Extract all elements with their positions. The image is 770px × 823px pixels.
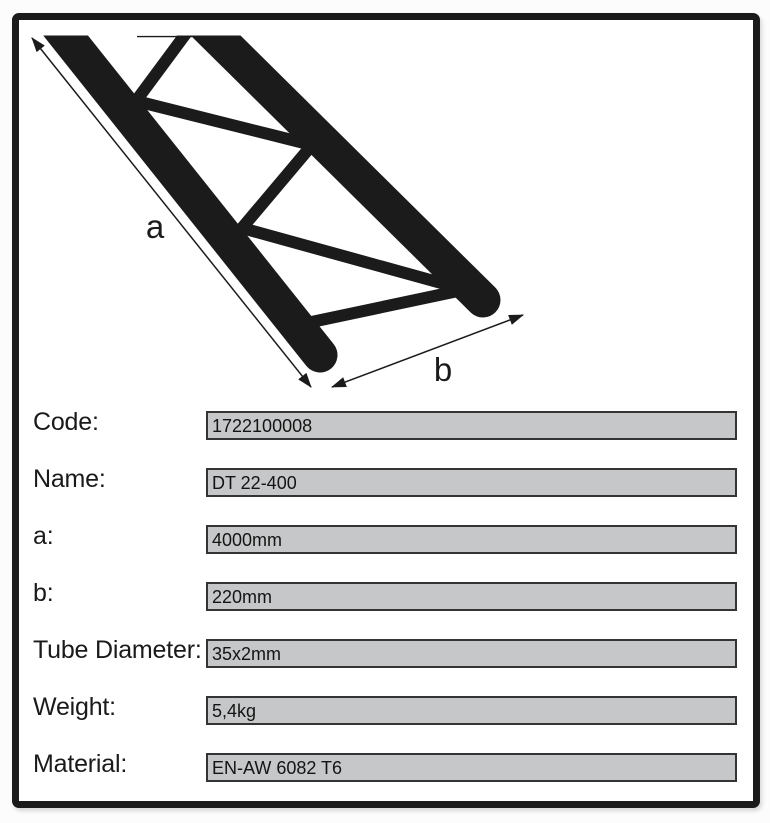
field-value: DT 22-400 [212,473,297,493]
field-value: 220mm [212,587,273,607]
field-row-tube-diameter [0,636,770,668]
field-label: Name: [33,465,106,493]
field-value-box [206,525,737,554]
field-value-box [206,468,737,497]
field-label: b: [33,579,54,607]
field-value: 4000mm [212,530,283,550]
field-row-b [0,579,770,611]
field-value-box [206,753,737,782]
field-row-a [0,522,770,554]
dimension-label-a: a [145,208,165,245]
field-value-box [206,639,737,668]
field-row-weight [0,693,770,725]
end-rung [302,291,458,324]
field-value: EN-AW 6082 T6 [212,758,343,778]
truss-body [58,26,483,355]
field-row-code [0,408,770,440]
field-value-box [206,411,737,440]
dimension-line-b [332,315,523,387]
field-label: Tube Diameter: [33,636,202,664]
truss-diagram [0,0,770,400]
field-label: Material: [33,750,128,778]
field-value: 1722100008 [212,416,313,436]
field-value-box [206,582,737,611]
field-label: Weight: [33,693,116,721]
field-row-name [0,465,770,497]
field-row-material [0,750,770,782]
field-value: 5,4kg [212,701,257,721]
field-label: Code: [33,408,99,436]
field-value: 35x2mm [212,644,282,664]
field-label: a: [33,522,54,550]
dimension-label-b: b [433,351,453,388]
field-value-box [206,696,737,725]
